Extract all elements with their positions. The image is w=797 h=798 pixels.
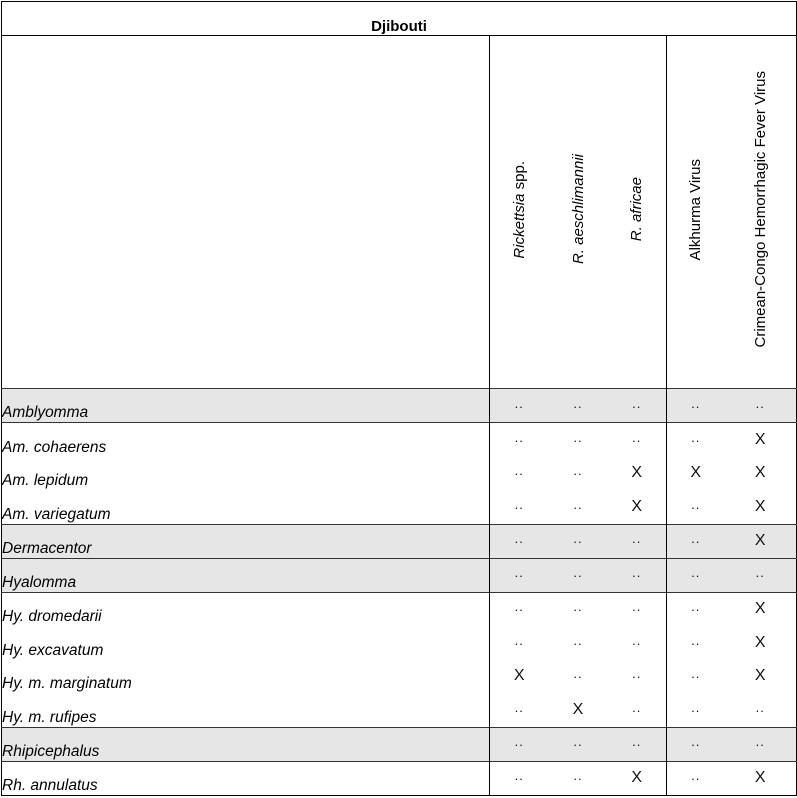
no-data-mark: ..	[608, 423, 667, 457]
no-data-mark: ..	[514, 496, 524, 512]
no-data-mark: ..	[725, 727, 797, 761]
detected-mark: X	[667, 457, 725, 491]
no-data-mark: ..	[755, 699, 765, 715]
column-header-rickettsia-spp: Rickettsia spp.	[510, 160, 528, 259]
no-data-mark: ..	[667, 490, 725, 524]
no-data-mark: ..	[514, 699, 524, 715]
no-data-mark: ..	[490, 761, 549, 796]
detected-mark: X	[631, 497, 643, 515]
row-label: Amblyomma	[2, 389, 490, 423]
no-data-mark: ..	[725, 558, 797, 592]
detected-mark: X	[725, 423, 797, 457]
row-label: Am. lepidum	[2, 457, 490, 491]
no-data-mark: ..	[490, 558, 549, 592]
row-stub-header	[2, 36, 490, 389]
column-header-row	[2, 36, 797, 389]
no-data-mark: ..	[490, 423, 549, 457]
no-data-mark: ..	[667, 626, 725, 660]
no-data-mark: ..	[608, 558, 667, 592]
detected-mark: X	[631, 464, 643, 482]
genus-row	[2, 727, 797, 761]
row-label: Dermacentor	[2, 524, 490, 558]
species-row	[2, 626, 797, 660]
no-data-mark: ..	[549, 592, 608, 626]
no-data-mark: ..	[549, 727, 608, 761]
no-data-mark: ..	[514, 632, 524, 648]
genus-row	[2, 558, 797, 592]
species-row	[2, 423, 797, 457]
no-data-mark: ..	[549, 524, 608, 558]
detected-mark: X	[513, 667, 525, 685]
no-data-mark: ..	[549, 423, 608, 457]
no-data-mark: ..	[608, 592, 667, 626]
species-row	[2, 592, 797, 626]
row-label: Am. variegatum	[2, 490, 490, 524]
row-label: Hyalomma	[2, 558, 490, 592]
row-label: Rhipicephalus	[2, 727, 490, 761]
no-data-mark: ..	[667, 660, 725, 694]
species-row	[2, 761, 797, 796]
no-data-mark: ..	[490, 524, 549, 558]
no-data-mark: ..	[667, 558, 725, 592]
row-label: Hy. excavatum	[2, 626, 490, 660]
tick-pathogen-table	[1, 1, 797, 796]
no-data-mark: ..	[490, 389, 549, 423]
detected-mark: X	[608, 761, 667, 796]
no-data-mark: ..	[490, 592, 549, 626]
no-data-mark: ..	[667, 524, 725, 558]
no-data-mark: ..	[725, 389, 797, 423]
no-data-mark: ..	[608, 389, 667, 423]
detected-mark: X	[725, 592, 797, 626]
no-data-mark: ..	[667, 423, 725, 457]
no-data-mark: ..	[632, 699, 642, 715]
no-data-mark: ..	[608, 727, 667, 761]
species-row	[2, 693, 797, 727]
row-label: Hy. dromedarii	[2, 592, 490, 626]
genus-row	[2, 389, 797, 423]
species-row	[2, 490, 797, 524]
detected-mark: X	[725, 524, 797, 558]
detected-mark: X	[572, 700, 584, 718]
no-data-mark: ..	[549, 389, 608, 423]
no-data-mark: ..	[667, 727, 725, 761]
detected-mark: X	[754, 497, 766, 515]
table-title: Djibouti	[2, 2, 797, 36]
species-row	[2, 660, 797, 694]
detected-mark: X	[754, 633, 766, 651]
no-data-mark: ..	[632, 666, 642, 682]
no-data-mark: ..	[667, 761, 725, 796]
genus-row	[2, 524, 797, 558]
row-label: Rh. annulatus	[2, 761, 490, 796]
no-data-mark: ..	[632, 632, 642, 648]
no-data-mark: ..	[549, 761, 608, 796]
no-data-mark: ..	[573, 496, 583, 512]
no-data-mark: ..	[573, 463, 583, 479]
no-data-mark: ..	[667, 592, 725, 626]
no-data-mark: ..	[667, 389, 725, 423]
no-data-mark: ..	[573, 632, 583, 648]
table-body	[2, 389, 797, 796]
no-data-mark: ..	[490, 727, 549, 761]
row-label: Am. cohaerens	[2, 423, 490, 457]
detected-mark: X	[725, 761, 797, 796]
column-header-alkhurma-virus: Alkhurma Virus	[667, 36, 725, 389]
row-label: Hy. m. rufipes	[2, 693, 490, 727]
species-row	[2, 457, 797, 491]
no-data-mark: ..	[667, 693, 725, 727]
detected-mark: X	[754, 464, 766, 482]
no-data-mark: ..	[573, 666, 583, 682]
column-header-r-africae: R. africae	[628, 177, 646, 242]
column-header-cchf-virus: Crimean-Congo Hemorrhagic Fever Virus	[751, 71, 769, 348]
no-data-mark: ..	[514, 463, 524, 479]
row-label: Hy. m. marginatum	[2, 660, 490, 694]
no-data-mark: ..	[608, 524, 667, 558]
column-header-r-aeschlimannii: R. aeschlimannii	[569, 154, 587, 265]
no-data-mark: ..	[549, 558, 608, 592]
detected-mark: X	[754, 667, 766, 685]
